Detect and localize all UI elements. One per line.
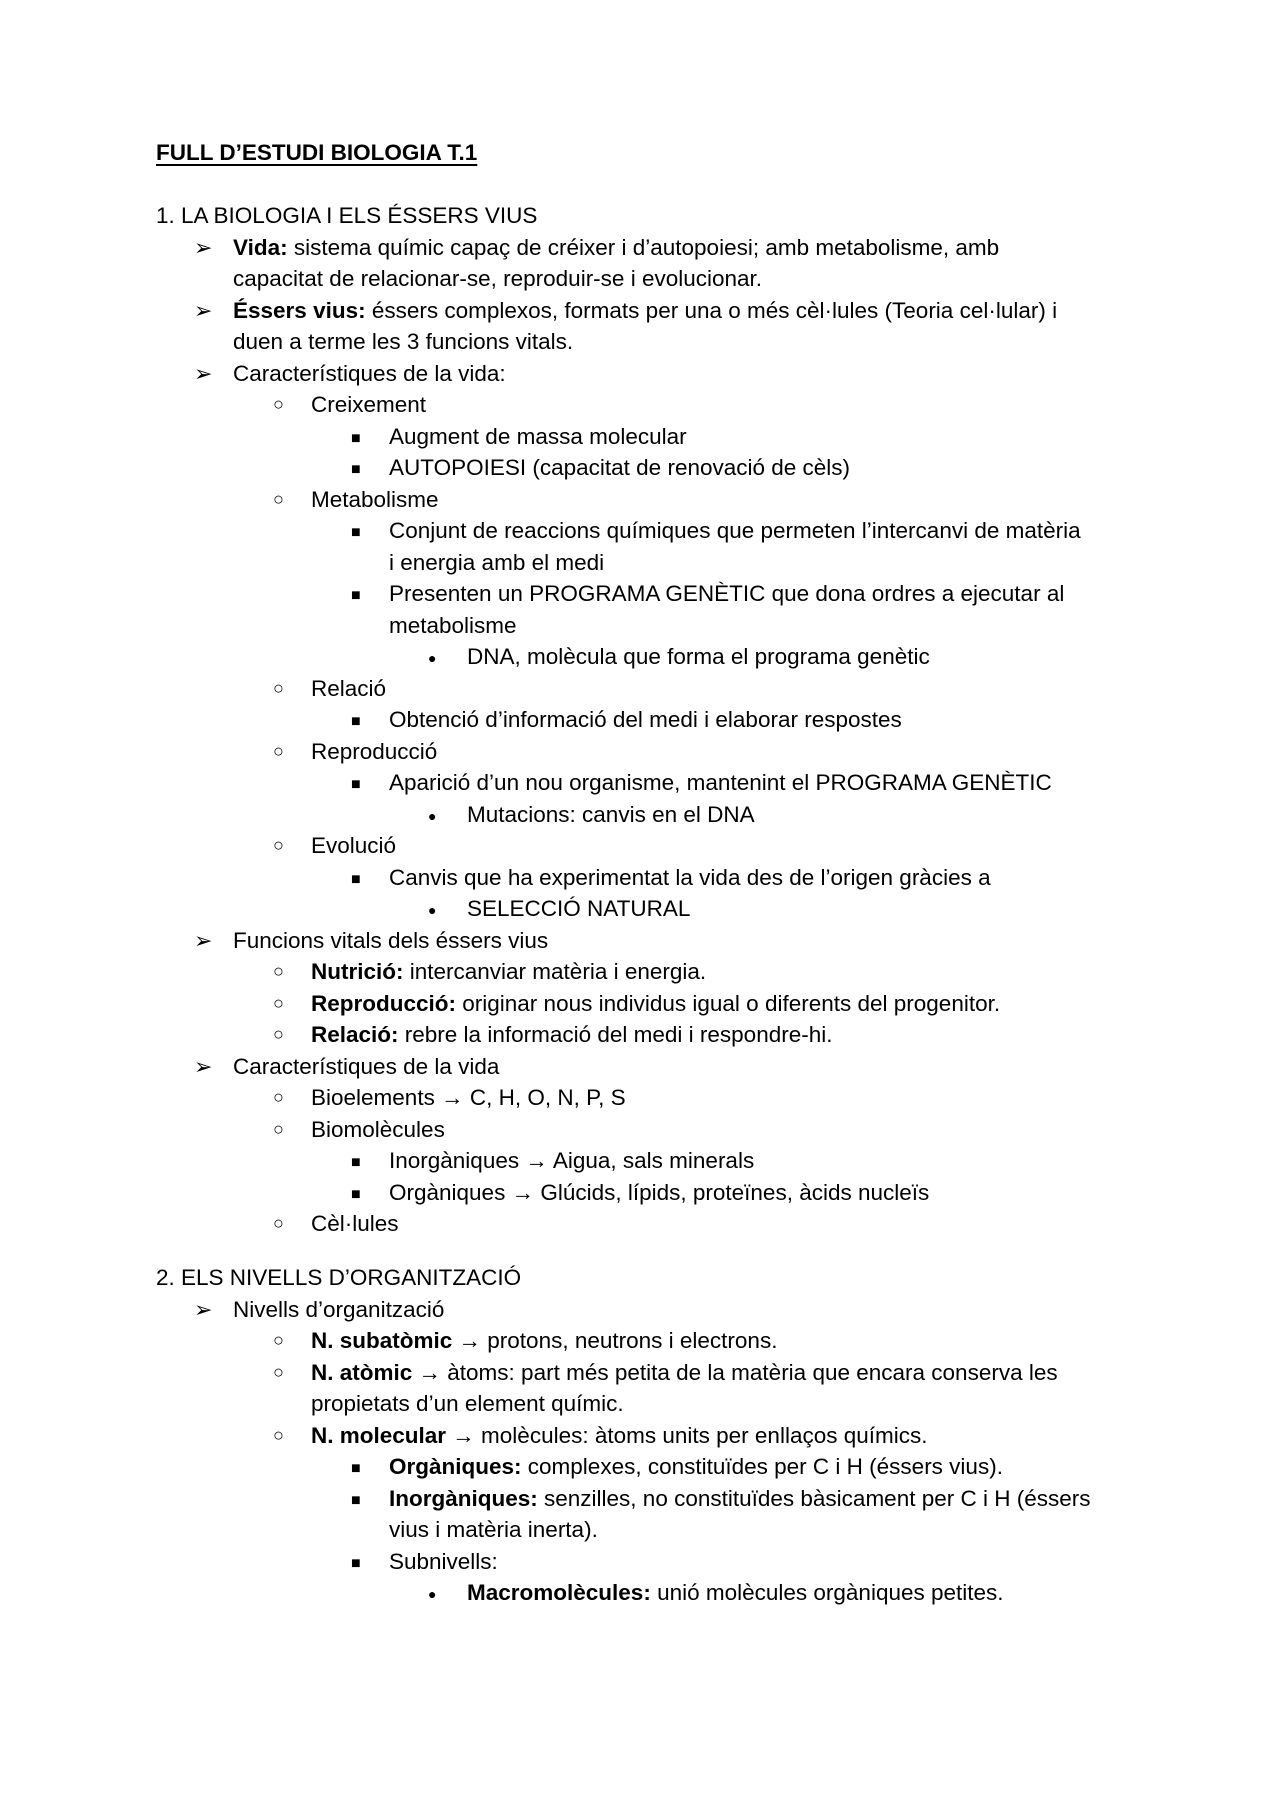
list-item: ○ Cèl·lules — [0, 1208, 1280, 1240]
list-item: ■ Presenten un PROGRAMA GENÈTIC que dona ordres a ejecutar al — [0, 578, 1280, 610]
list-item: ○ Bioelements → C, H, O, N, P, S — [0, 1082, 1280, 1114]
list-item: ➢ Éssers vius: éssers complexos, formats per una o més cèl·lules (Teoria cel·lular) i — [0, 295, 1280, 327]
circle-bullet-icon: ○ — [273, 992, 284, 1013]
list-item: ○ Biomolècules — [0, 1114, 1280, 1146]
circle-bullet-icon: ○ — [273, 1424, 284, 1445]
list-item-continuation: vius i matèria inerta). — [389, 1517, 598, 1542]
list-item: ● SELECCIÓ NATURAL — [0, 893, 1280, 925]
list-item: ○ N. atòmic → àtoms: part més petita de la matèria que encara conserva les — [0, 1357, 1280, 1389]
circle-bullet-icon: ○ — [273, 1087, 284, 1107]
term-label: Éssers vius: — [233, 297, 366, 323]
list-item: ➢ Nivells d’organització — [0, 1294, 1280, 1326]
dot-bullet-icon: ● — [428, 807, 437, 824]
list-item-continuation: capacitat de relacionar-se, reproduir-se i evolucionar. — [233, 266, 763, 291]
circle-bullet-icon: ○ — [273, 961, 284, 981]
list-item: ○ Metabolisme — [0, 484, 1280, 516]
term-label: Relació: — [311, 1022, 399, 1047]
arrow-bullet-icon: ➢ — [194, 360, 213, 386]
circle-bullet-icon: ○ — [273, 394, 284, 414]
term-label: Inorgàniques: — [389, 1485, 538, 1511]
term-label: N. subatòmic — [311, 1328, 453, 1353]
list-item: ■ AUTOPOIESI (capacitat de renovació de cèls) — [0, 452, 1280, 484]
square-bullet-icon: ■ — [351, 776, 361, 793]
list-item: ■ Inorgàniques: senzilles, no constituïdes bàsicament per C i H (éssers — [0, 1483, 1280, 1515]
arrow-bullet-icon: ➢ — [194, 927, 213, 953]
circle-bullet-icon: ○ — [273, 677, 284, 698]
list-item-continuation: duen a terme les 3 funcions vitals. — [233, 329, 574, 354]
circle-bullet-icon: ○ — [273, 488, 284, 509]
square-bullet-icon: ■ — [351, 429, 361, 447]
section-2 — [0, 1262, 1280, 1609]
arrow-bullet-icon: ➢ — [194, 297, 213, 323]
circle-bullet-icon: ○ — [273, 1330, 284, 1350]
square-bullet-icon: ■ — [351, 713, 361, 730]
list-item: ■ Obtenció d’informació del medi i elaborar respostes — [0, 704, 1280, 736]
arrow-bullet-icon: ➢ — [194, 1296, 213, 1322]
list-item: ➢ Característiques de la vida — [0, 1051, 1280, 1083]
list-item-continuation: metabolisme — [389, 612, 517, 638]
term-label: N. molecular — [311, 1422, 447, 1448]
square-bullet-icon: ■ — [351, 1491, 361, 1509]
section-1 — [0, 200, 1280, 1240]
square-bullet-icon: ■ — [351, 587, 361, 604]
square-bullet-icon: ■ — [351, 461, 361, 478]
square-bullet-icon: ■ — [351, 1554, 361, 1572]
square-bullet-icon: ■ — [351, 1154, 361, 1171]
circle-bullet-icon: ○ — [273, 1213, 284, 1233]
term-label: Orgàniques: — [389, 1454, 522, 1479]
square-bullet-icon: ■ — [351, 524, 361, 541]
list-item-continuation: propietats d’un element químic. — [311, 1391, 624, 1416]
circle-bullet-icon: ○ — [273, 835, 284, 855]
section-heading: 2. ELS NIVELLS D’ORGANITZACIÓ — [156, 1265, 522, 1290]
circle-bullet-icon: ○ — [273, 1024, 284, 1044]
dot-bullet-icon: ● — [428, 650, 437, 666]
dot-bullet-icon: ● — [428, 1586, 437, 1602]
list-item: ○ Relació — [0, 673, 1280, 705]
section-heading: 1. LA BIOLOGIA I ELS ÉSSERS VIUS — [156, 203, 538, 228]
square-bullet-icon: ■ — [351, 1460, 361, 1477]
list-item: ■ Canvis que ha experimentat la vida des de l’origen gràcies a — [0, 862, 1280, 894]
list-item-continuation: i energia amb el medi — [389, 549, 605, 575]
square-bullet-icon: ■ — [351, 870, 361, 888]
list-item: ○ Relació: rebre la informació del medi i respondre-hi. — [0, 1019, 1280, 1051]
list-item: ■ Orgàniques → Glúcids, lípids, proteïnes, àcids nucleïs — [0, 1177, 1280, 1209]
list-item: ■ Conjunt de reaccions químiques que permeten l’intercanvi de matèria — [0, 515, 1280, 547]
page-title: FULL D’ESTUDI BIOLOGIA T.1 — [156, 140, 478, 165]
term-label: Vida: — [233, 234, 288, 260]
circle-bullet-icon: ○ — [273, 1361, 284, 1382]
arrow-bullet-icon: ➢ — [194, 234, 213, 260]
term-label: N. atòmic — [311, 1359, 413, 1385]
list-item: ○ N. subatòmic → protons, neutrons i electrons. — [0, 1325, 1280, 1357]
list-item: ■ Orgàniques: complexes, constituïdes per C i H (éssers vius). — [0, 1451, 1280, 1483]
term-label: Macromolècules: — [467, 1580, 651, 1605]
term-label: Nutrició: — [311, 959, 404, 984]
list-item: ■ Inorgàniques → Aigua, sals minerals — [0, 1145, 1280, 1177]
list-item: ○ Creixement — [0, 389, 1280, 421]
list-item: ● DNA, molècula que forma el programa genètic — [0, 641, 1280, 673]
list-item: ● Macromolècules: unió molècules orgàniques petites. — [0, 1577, 1280, 1609]
list-item: ● Mutacions: canvis en el DNA — [0, 799, 1280, 831]
list-item: ○ Evolució — [0, 830, 1280, 862]
list-item: ➢ Funcions vitals dels éssers vius — [0, 925, 1280, 957]
dot-bullet-icon: ● — [428, 902, 437, 918]
list-item: ■ Subnivells: — [0, 1546, 1280, 1578]
term-label: Reproducció: — [311, 990, 457, 1016]
square-bullet-icon: ■ — [351, 1185, 361, 1203]
list-item: ■ Augment de massa molecular — [0, 421, 1280, 453]
list-item: ■ Aparició d’un nou organisme, mantenint el PROGRAMA GENÈTIC — [0, 767, 1280, 799]
list-item: ○ N. molecular → molècules: àtoms units per enllaços químics. — [0, 1420, 1280, 1452]
list-item: ○ Nutrició: intercanviar matèria i energia. — [0, 956, 1280, 988]
list-item: ○ Reproducció: originar nous individus igual o diferents del progenitor. — [0, 988, 1280, 1020]
circle-bullet-icon: ○ — [273, 740, 284, 761]
circle-bullet-icon: ○ — [273, 1118, 284, 1139]
list-item: ➢ Característiques de la vida: — [0, 358, 1280, 390]
arrow-bullet-icon: ➢ — [194, 1053, 213, 1079]
list-item: ○ Reproducció — [0, 736, 1280, 768]
list-item: ➢ Vida: sistema químic capaç de créixer i d’autopoiesi; amb metabolisme, amb — [0, 232, 1280, 264]
